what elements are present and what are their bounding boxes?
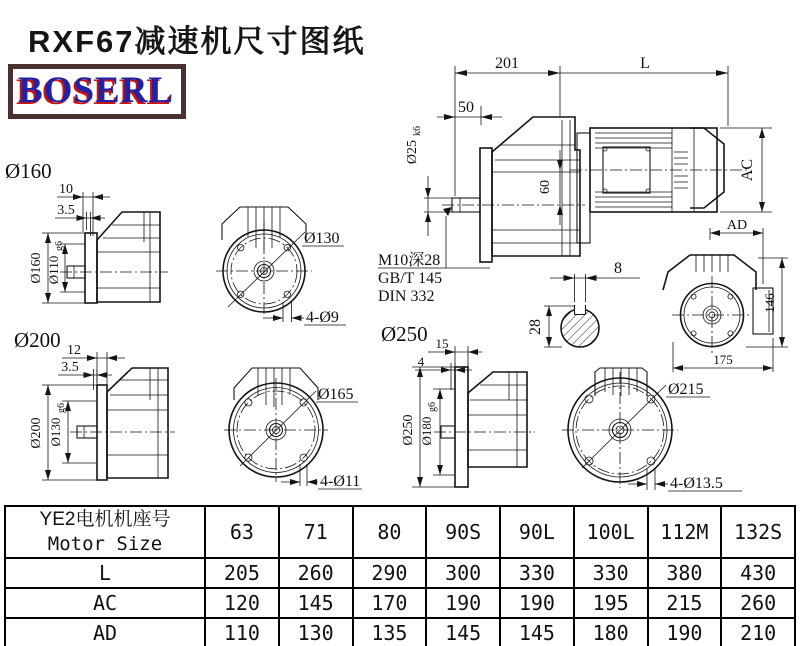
flange160-label: Ø160: [5, 159, 52, 183]
flange160-dim-a: 10: [59, 182, 73, 197]
flange200-side-view: [14, 328, 175, 480]
flange160-dim-spigot-fit: g6: [54, 241, 65, 251]
table-cell: 215: [648, 588, 722, 618]
table-cell: 170: [353, 588, 427, 618]
table-cell: 190: [648, 618, 722, 646]
col-90L: 90L: [500, 506, 574, 558]
flange200-dim-outer: Ø200: [29, 417, 44, 449]
flange200-dim-spigot: Ø130: [48, 417, 63, 447]
col-132S: 132S: [721, 506, 795, 558]
table-row-AD: [5, 618, 795, 646]
flange250-dim-spigot: Ø180: [419, 416, 434, 446]
flange160-dim-spigot: Ø110: [46, 255, 61, 285]
flange200-label: Ø200: [14, 328, 61, 352]
col-100L: 100L: [574, 506, 648, 558]
table-header-row: [5, 506, 795, 558]
note-tapped-hole: M10深28: [378, 252, 441, 269]
table-cell: 180: [574, 618, 648, 646]
flange200-dim-a: 12: [67, 343, 81, 358]
dim-L: L: [640, 55, 650, 72]
dim-146: 146: [762, 293, 777, 313]
shaft-key-section: [527, 260, 640, 347]
row-label-AD: AD: [5, 618, 205, 646]
table-cell: 190: [426, 588, 500, 618]
table-cell: 380: [648, 558, 722, 588]
motor-end-view: [663, 218, 788, 372]
table-row-AC: [5, 588, 795, 618]
flange250-front-view: [562, 368, 742, 492]
table-cell: 130: [279, 618, 353, 646]
table-cell: 290: [353, 558, 427, 588]
table-cell: 190: [500, 588, 574, 618]
col-112M: 112M: [648, 506, 722, 558]
flange250-bolt-circle: Ø215: [668, 381, 704, 398]
dim-AD: AD: [726, 218, 748, 233]
dim-key-height: 28: [527, 319, 544, 335]
flange160-dim-b: 3.5: [57, 203, 75, 218]
col-90S: 90S: [426, 506, 500, 558]
flange200-dim-b: 3.5: [61, 360, 79, 375]
flange200-holes: 4-Ø11: [320, 473, 361, 490]
col-63: 63: [205, 506, 279, 558]
col-71: 71: [279, 506, 353, 558]
flange250-label: Ø250: [381, 322, 428, 346]
table-cell: 145: [426, 618, 500, 646]
flange160-bolt-circle: Ø130: [304, 230, 340, 247]
dimension-table: [4, 505, 796, 646]
dim-175: 175: [713, 352, 733, 367]
motor-size-header-cn: YE2电机机座号: [39, 509, 171, 530]
table-cell: 195: [574, 588, 648, 618]
table-cell: 210: [721, 618, 795, 646]
table-cell: 135: [353, 618, 427, 646]
note-din-standard: DIN 332: [378, 288, 435, 305]
flange160-holes: 4-Ø9: [306, 309, 339, 326]
table-cell: 260: [721, 588, 795, 618]
table-cell: 110: [205, 618, 279, 646]
col-80: 80: [353, 506, 427, 558]
table-cell: 330: [574, 558, 648, 588]
flange200-dim-spigot-fit: g6: [56, 403, 67, 413]
note-gb-standard: GB/T 145: [378, 270, 443, 287]
flange160-dim-outer: Ø160: [29, 252, 44, 284]
dim-60: 60: [538, 180, 553, 194]
flange160-side-view: [5, 159, 168, 303]
boserl-logo-text: BOSERL: [18, 70, 175, 111]
dim-shaft-dia: Ø25: [405, 139, 420, 165]
table-cell: 430: [721, 558, 795, 588]
row-label-L: L: [5, 558, 205, 588]
table-cell: 145: [279, 588, 353, 618]
flange250-dim-a: 15: [435, 336, 449, 351]
table-cell: 205: [205, 558, 279, 588]
flange250-holes: 4-Ø13.5: [670, 475, 723, 492]
dim-key-width: 8: [614, 260, 622, 277]
flange250-dim-outer: Ø250: [401, 414, 416, 446]
table-row-L: [5, 558, 795, 588]
table-cell: 120: [205, 588, 279, 618]
motor-size-header: [5, 506, 205, 558]
dim-50: 50: [458, 99, 474, 116]
flange250-dim-b: 4: [417, 354, 425, 369]
dim-201: 201: [495, 55, 519, 72]
flange200-bolt-circle: Ø165: [318, 386, 354, 403]
table-cell: 300: [426, 558, 500, 588]
table-cell: 260: [279, 558, 353, 588]
row-label-AC: AC: [5, 588, 205, 618]
page-title: RXF67减速机尺寸图纸: [28, 24, 366, 59]
flange250-dim-spigot-fit: g6: [427, 402, 438, 412]
table-cell: 145: [500, 618, 574, 646]
assembly-side-view: [378, 55, 772, 305]
flange160-front-view: [216, 207, 346, 326]
table-cell: 330: [500, 558, 574, 588]
dim-AC: AC: [739, 158, 756, 182]
dim-shaft-fit: k6: [412, 126, 423, 136]
motor-size-header-en: Motor Size: [47, 533, 163, 555]
flange250-side-view: [381, 322, 535, 487]
flange200-front-view: [224, 368, 362, 490]
